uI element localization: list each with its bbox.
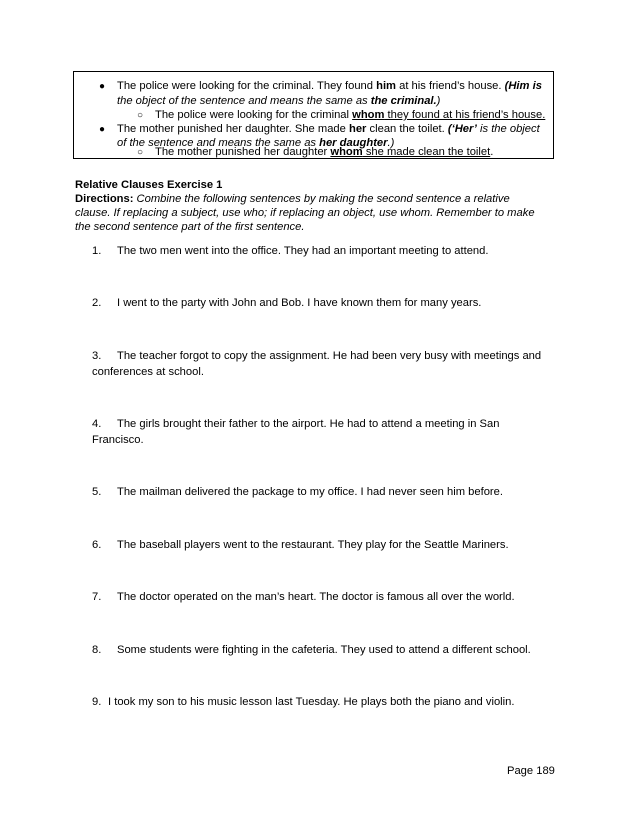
example-2-line2: of the sentence and means the same as her daughter.) [117, 137, 395, 149]
question-number: 4. [92, 418, 102, 430]
sub-bullet-icon: ○ [137, 110, 144, 121]
exercise-title: Relative Clauses Exercise 1 [75, 179, 223, 191]
question-text: I went to the party with John and Bob. I have known them for many years. [117, 297, 482, 309]
question-text: Some students were fighting in the cafeteria. They used to attend a different school. [117, 644, 531, 656]
example-1-line2: the object of the sentence and means the same as the criminal.) [117, 95, 441, 107]
question-text-continued: Francisco. [92, 434, 144, 446]
exercise-directions: Directions: Combine the following sentences by making the second sentence a relative clause. If replacing a subject, use who; if replacing an object, use whom. Remember to make the second sentence part of the first sentence. [75, 193, 535, 233]
example-1-line1: The police were looking for the criminal. They found him at his friend’s house. (Him is [117, 80, 542, 92]
example-2-line1: The mother punished her daughter. She made her clean the toilet. (‘Her’ is the object [117, 123, 540, 135]
question-number: 8. [92, 644, 102, 656]
bullet-icon: ● [99, 81, 106, 92]
example-2-answer: The mother punished her daughter whom she made clean the toilet. [155, 146, 494, 158]
sub-bullet-icon: ○ [137, 147, 144, 158]
directions-label: Directions: [75, 193, 134, 205]
page-number: Page 189 [507, 765, 555, 777]
bullet-icon: ● [99, 124, 106, 135]
question-number: 1. [92, 245, 102, 257]
question-text: The two men went into the office. They had an important meeting to attend. [117, 245, 489, 257]
question-number: 9. [92, 696, 102, 708]
question-number: 5. [92, 486, 102, 498]
question-text: I took my son to his music lesson last Tuesday. He plays both the piano and violin. [108, 696, 515, 708]
question-text: The girls brought their father to the airport. He had to attend a meeting in San [117, 418, 500, 430]
question-text-continued: conferences at school. [92, 366, 204, 378]
question-text: The baseball players went to the restaurant. They play for the Seattle Mariners. [117, 539, 509, 551]
question-text: The teacher forgot to copy the assignment. He had been very busy with meetings and [117, 350, 542, 362]
question-text: The mailman delivered the package to my office. I had never seen him before. [117, 486, 503, 498]
question-number: 3. [92, 350, 102, 362]
question-number: 7. [92, 591, 102, 603]
example-1-answer: The police were looking for the criminal whom they found at his friend’s house. [155, 109, 546, 121]
question-number: 2. [92, 297, 102, 309]
question-number: 6. [92, 539, 102, 551]
question-text: The doctor operated on the man’s heart. The doctor is famous all over the world. [117, 591, 515, 603]
